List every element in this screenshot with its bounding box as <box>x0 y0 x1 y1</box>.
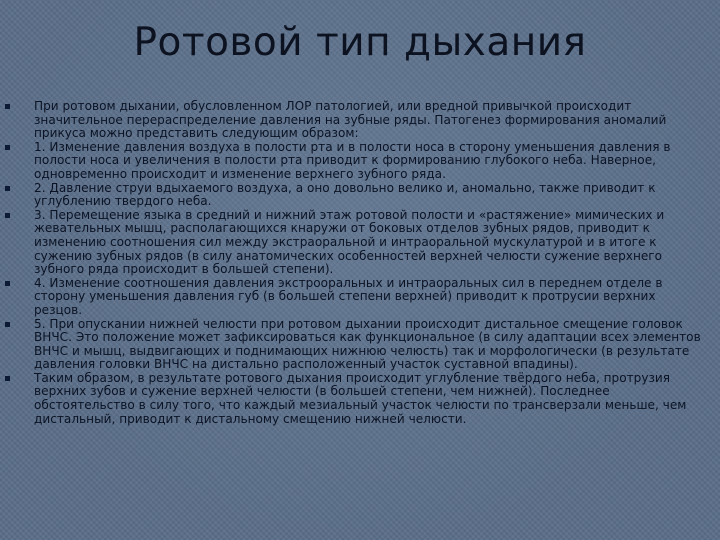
bullet-text: 3. Перемещение языка в средний и нижний этаж ротовой полости и «растяжение» мимических и жевательных мышц, располагающихся кнаружи от боковых отделов зубных рядов, приводит к изменению соотношения сил между экстраоральной и интраоральной мускулатурой и в итоге к сужению зубных рядов (в силу анатомических особенностей верхней челюсти сужение верхнего зубного ряда происходит в большей степени). <box>34 207 665 277</box>
slide-title: Ротовой тип дыхания <box>133 20 587 65</box>
bullet-item-5 <box>34 318 706 372</box>
bullet-text: При ротовом дыхании, обусловленном ЛОР патологией, или вредной привычкой происходит значительное перераспределение давления на зубные ряды. Патогенез формирования аномалий прикуса можно представить следующим образом: <box>34 99 667 141</box>
bullet-item-2 <box>34 182 706 209</box>
bullet-item-3 <box>34 209 706 277</box>
square-bullet-icon <box>5 186 10 191</box>
bullet-text: 1. Изменение давления воздуха в полости рта и в полости носа в сторону уменьшения давления в полости носа и увеличения в полости рта приводит к формированию глубокого неба. Наверное, одновременно происходит и изменение верхнего зубного ряда. <box>34 139 671 181</box>
bullet-list <box>0 100 720 426</box>
square-bullet-icon <box>5 376 10 381</box>
square-bullet-icon <box>5 213 10 218</box>
square-bullet-icon <box>5 145 10 150</box>
bullet-item-conclusion <box>34 372 706 426</box>
bullet-item-4 <box>34 277 706 318</box>
bullet-item-intro <box>34 100 706 141</box>
square-bullet-icon <box>5 281 10 286</box>
square-bullet-icon <box>5 322 10 327</box>
bullet-text: 2. Давление струи вдыхаемого воздуха, а оно довольно велико и, аномально, также приводит к углублению твердого неба. <box>34 180 656 209</box>
bullet-text: 5. При опускании нижней челюсти при ротовом дыхании происходит дистальное смещение головок ВНЧС. Это положение может зафиксироваться как функциональное (в силу адаптации всех элементов ВНЧС и мышц, выдвигающих и поднимающих нижнюю челюсть) так и морфологически (в результате давления головки ВНЧС на дистально расположенный участок суставной впадины). <box>34 316 701 372</box>
square-bullet-icon <box>5 104 10 109</box>
bullet-text: Таким образом, в результате ротового дыхания происходит углубление твёрдого неба, протрузия верхних зубов и сужение верхней челюсти (в большей степени, чем нижней). Последнее обстоятельство в силу того, что каждый мезиальный участок челюсти по трансверзали меньше, чем дистальный, приводит к дистальному смещению нижней челюсти. <box>34 370 687 426</box>
bullet-item-1 <box>34 141 706 182</box>
bullet-text: 4. Изменение соотношения давления экстрооральных и интраоральных сил в переднем отделе в сторону уменьшения давления губ (в большей степени верхней) приводит к протрусии верхних резцов. <box>34 275 663 317</box>
